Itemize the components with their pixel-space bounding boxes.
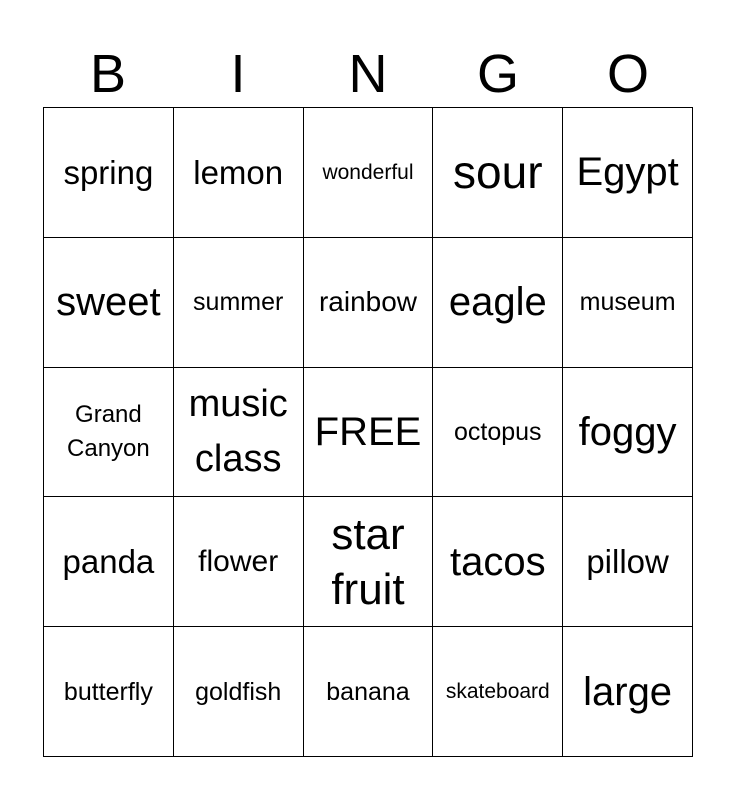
bingo-cell[interactable] [174, 108, 304, 238]
cell-label: wonderful [322, 160, 414, 184]
bingo-cell[interactable] [433, 627, 563, 757]
bingo-cell[interactable] [563, 108, 693, 238]
cell-label: spring [63, 153, 154, 191]
free-space-label: FREE [314, 409, 422, 454]
header-letter-g: G [476, 44, 519, 104]
bingo-cell[interactable] [563, 627, 693, 757]
bingo-cell[interactable] [563, 238, 693, 368]
bingo-cell[interactable] [433, 238, 563, 368]
bingo-cell[interactable] [174, 627, 304, 757]
cell-label: foggy [578, 409, 677, 454]
cell-label: butterfly [63, 677, 153, 706]
header-letter-b: B [89, 44, 127, 104]
bingo-cell[interactable] [174, 497, 304, 627]
header-letter-n: N [348, 44, 388, 104]
cell-label: music class [188, 382, 288, 480]
bingo-cell[interactable] [44, 108, 174, 238]
bingo-cell[interactable] [44, 497, 174, 627]
bingo-cell[interactable] [174, 368, 304, 498]
cell-label: Grand Canyon [67, 401, 150, 462]
cell-label: goldfish [195, 677, 282, 706]
bingo-cell[interactable] [563, 497, 693, 627]
bingo-cell[interactable] [433, 368, 563, 498]
bingo-card-grid [43, 107, 693, 757]
bingo-cell[interactable] [433, 108, 563, 238]
header-letter-i: I [230, 44, 246, 104]
bingo-cell[interactable] [304, 627, 434, 757]
cell-label: banana [326, 677, 410, 706]
cell-label: museum [579, 288, 676, 317]
cell-label: eagle [448, 280, 547, 325]
bingo-header [43, 40, 693, 108]
cell-label: octopus [454, 417, 542, 446]
cell-label: tacos [449, 539, 546, 584]
bingo-cell[interactable] [304, 108, 434, 238]
cell-label: pillow [586, 542, 669, 580]
bingo-cell[interactable] [44, 238, 174, 368]
bingo-cell[interactable] [563, 368, 693, 498]
cell-label: skateboard [445, 680, 550, 703]
bingo-cell[interactable] [433, 497, 563, 627]
bingo-cell[interactable] [304, 497, 434, 627]
header-letter-o: O [606, 44, 649, 104]
cell-label: summer [193, 288, 284, 317]
bingo-cell[interactable] [44, 368, 174, 498]
cell-label: rainbow [318, 286, 418, 318]
cell-label: sour [453, 145, 543, 198]
cell-label: Egypt [576, 150, 679, 195]
cell-label: sweet [56, 280, 161, 325]
bingo-cell[interactable] [174, 238, 304, 368]
cell-label: large [583, 669, 673, 714]
cell-label: flower [198, 545, 279, 579]
cell-label: lemon [193, 153, 284, 191]
bingo-cell[interactable] [304, 368, 434, 498]
cell-label: panda [62, 542, 155, 580]
bingo-cell[interactable] [304, 238, 434, 368]
cell-label: star fruit [331, 509, 405, 614]
bingo-cell[interactable] [44, 627, 174, 757]
